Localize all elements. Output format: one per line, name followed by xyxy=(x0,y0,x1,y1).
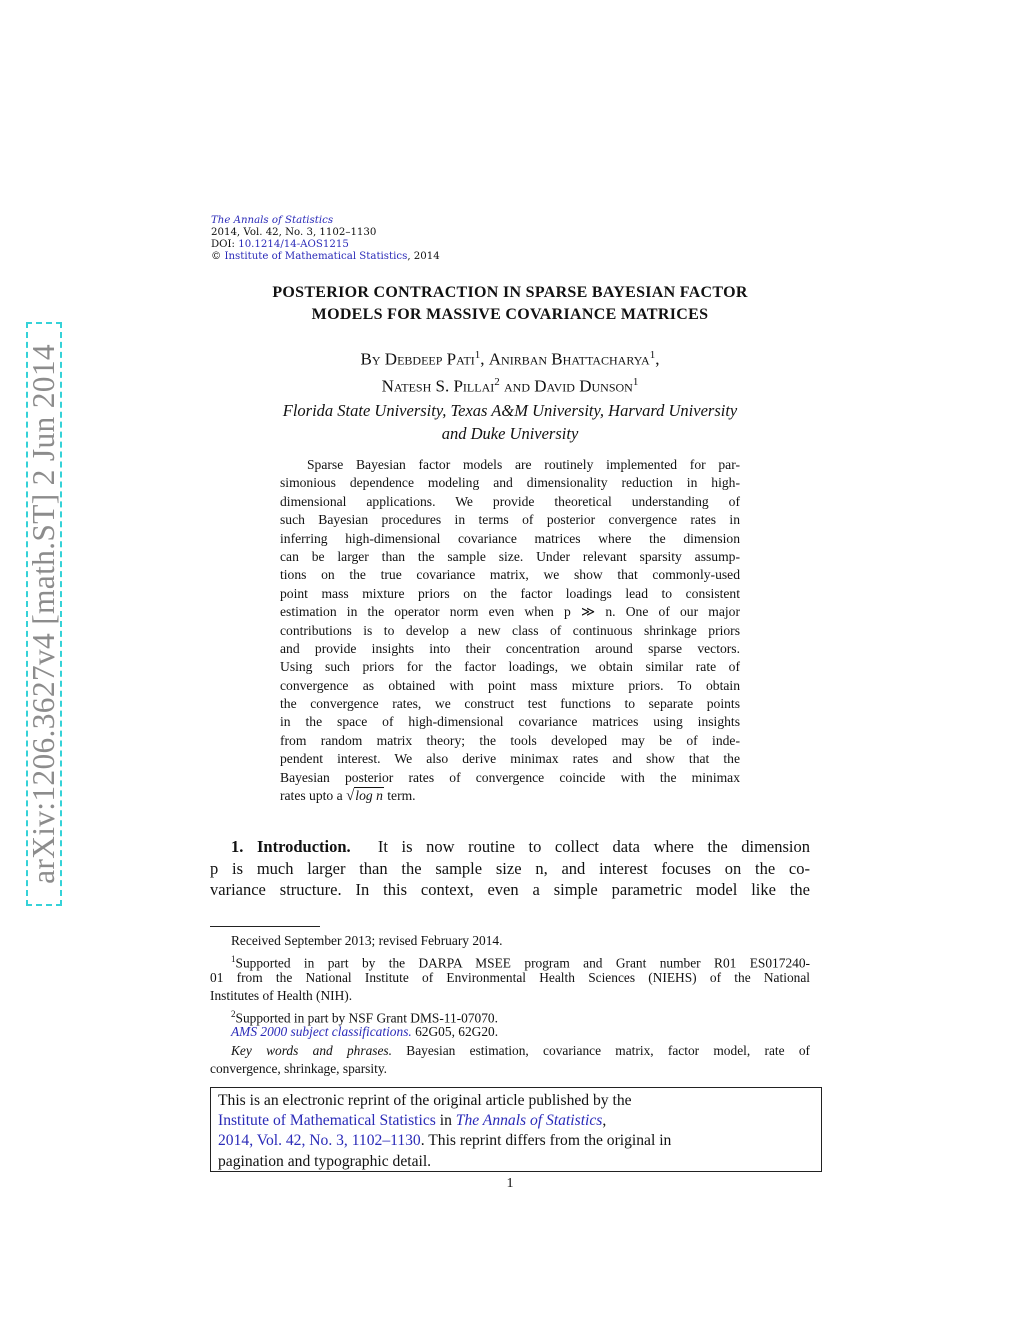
journal-link[interactable]: The Annals of Statistics xyxy=(211,215,334,226)
affiliations xyxy=(210,399,810,445)
abstract-line: Using such priors for the factor loadings, we obtain similar rate of xyxy=(280,659,740,675)
ams-classification xyxy=(210,1023,810,1041)
author-pillai: Natesh S. Pillai xyxy=(381,376,495,396)
abstract xyxy=(280,456,740,805)
abstract-line: the convergence rates, we construct test functions to separate points xyxy=(280,696,740,712)
abstract-line: dimensional applications. We provide theoretical understanding of xyxy=(280,493,740,509)
received-note: Received September 2013; revised February 2014. xyxy=(231,933,503,948)
keywords-text: Bayesian estimation, covariance matrix, factor model, rate of xyxy=(392,1042,810,1058)
abstract-last-suffix: term. xyxy=(383,788,416,804)
reprint-line-3-text: . This reprint differs from the original in xyxy=(420,1132,672,1150)
author-pati-sup: 1 xyxy=(474,349,481,361)
intro-line: variance structure. In this context, even a simple parametric model like the xyxy=(210,880,810,899)
title-line-2: MODELS FOR MASSIVE COVARIANCE MATRICES xyxy=(311,305,709,323)
reprint-notice-box xyxy=(210,1087,822,1172)
sqrt-symbol-icon: √ xyxy=(346,788,355,805)
author-bhattacharya: Anirban Bhattacharya xyxy=(488,349,650,369)
journal-header xyxy=(211,215,440,263)
title-line-1: POSTERIOR CONTRACTION IN SPARSE BAYESIAN FACTOR xyxy=(272,284,748,301)
copyright-year: , 2014 xyxy=(407,251,440,262)
abstract-line: such Bayesian procedures in terms of posterior convergence rates in xyxy=(280,512,740,528)
abstract-line: in the space of high-dimensional covariance matrices using insights xyxy=(280,714,740,730)
reprint-line-2 xyxy=(218,1111,814,1131)
footnote-1-line-1 xyxy=(210,950,810,971)
keywords-line-2: convergence, shrinkage, sparsity. xyxy=(210,1061,387,1077)
abstract-line: point mass mixture priors on the factor loadings lead to consistent xyxy=(280,585,740,601)
author-pati: Debdeep Pati xyxy=(384,349,475,369)
footnote-2-mark: 2 xyxy=(231,1009,236,1020)
paper-title xyxy=(210,282,810,325)
author-dunson: David Dunson xyxy=(534,376,633,396)
affiliation-line-2: and Duke University xyxy=(441,424,579,443)
abstract-line: can be larger than the sample size. Under relevant sparsity assump- xyxy=(280,548,740,564)
reprint-line-4: pagination and typographic detail. xyxy=(218,1152,432,1170)
footnote-1-text: Supported in part by the DARPA MSEE program and Grant number R01 ES017240- xyxy=(235,955,810,971)
intro-line-1-text: It is now routine to collect data where the dimension xyxy=(350,837,810,856)
abstract-line: tions on the true covariance matrix, we show that commonly-used xyxy=(280,567,740,583)
reprint-comma: , xyxy=(602,1112,607,1130)
author-dunson-sup: 1 xyxy=(632,375,639,388)
sqrt-radicand: log n xyxy=(355,788,383,804)
abstract-line: and provide insights into their concentration around sparse vectors. xyxy=(280,640,740,656)
author-separator: , xyxy=(655,349,660,369)
keywords-line-1 xyxy=(210,1042,810,1060)
publisher-link[interactable]: Institute of Mathematical Statistics xyxy=(224,251,408,262)
author-separator: , xyxy=(480,349,489,369)
page-number: 1 xyxy=(506,1176,514,1191)
abstract-line: simonious dependence modeling and dimensionality reduction in high- xyxy=(280,475,740,491)
ams-link[interactable]: AMS 2000 subject classifications. xyxy=(231,1024,412,1040)
arxiv-stamp[interactable]: arXiv:1206.3627v4 [math.ST] 2 Jun 2014 xyxy=(26,344,61,884)
footnote-1-mark: 1 xyxy=(231,954,236,965)
footnote-1-line-3: Institutes of Health (NIH). xyxy=(210,987,353,1003)
abstract-line: Bayesian posterior rates of convergence coincide with the minimax xyxy=(280,769,740,785)
abstract-line: pendent interest. We also derive minimax rates and show that the xyxy=(280,751,740,767)
by-label: By xyxy=(360,349,381,369)
abstract-line: Sparse Bayesian factor models are routinely implemented for par- xyxy=(307,457,740,472)
abstract-last-prefix: rates upto a xyxy=(280,788,347,804)
abstract-line: estimation in the operator norm even when p ≫ n. One of our major xyxy=(280,604,740,620)
affiliation-line-1: Florida State University, Texas A&M University, Harvard University xyxy=(282,401,738,420)
footnotes xyxy=(210,932,810,1078)
abstract-line-last xyxy=(280,787,740,805)
author-pillai-sup: 2 xyxy=(494,375,500,388)
ams-codes: 62G05, 62G20. xyxy=(411,1024,499,1040)
reprint-in: in xyxy=(435,1112,456,1130)
copyright-symbol: © xyxy=(211,251,222,262)
intro-line xyxy=(210,836,810,858)
footnote-1-line-2: 01 from the National Institute of Environmental Health Sciences (NIEHS) of the National xyxy=(210,969,810,985)
author-list xyxy=(210,344,810,397)
and-label: and xyxy=(499,376,535,396)
reprint-line-1: This is an electronic reprint of the original article published by the xyxy=(218,1092,632,1109)
reprint-line-3 xyxy=(218,1131,814,1151)
sqrt-expression xyxy=(346,787,384,805)
keywords-label: Key words and phrases. xyxy=(231,1042,392,1058)
footnote-2 xyxy=(210,1005,810,1026)
abstract-line: contributions is to develop a new class of continuous shrinkage priors xyxy=(280,622,740,638)
reprint-citation-link[interactable]: 2014, Vol. 42, No. 3, 1102–1130 xyxy=(218,1132,421,1150)
abstract-line: from random matrix theory; the tools developed may be of inde- xyxy=(280,732,740,748)
footnote-2-text: Supported in part by NSF Grant DMS-11-07070. xyxy=(235,1010,498,1026)
abstract-line: inferring high-dimensional covariance matrices where the dimension xyxy=(280,530,740,546)
reprint-publisher-link[interactable]: Institute of Mathematical Statistics xyxy=(218,1112,436,1130)
reprint-journal-link[interactable]: The Annals of Statistics xyxy=(455,1112,603,1130)
abstract-line: convergence as obtained with point mass mixture priors. To obtain xyxy=(280,677,740,693)
section-heading: 1. Introduction. xyxy=(231,837,351,856)
volume-line: 2014, Vol. 42, No. 3, 1102–1130 xyxy=(211,227,377,238)
author-bhattacharya-sup: 1 xyxy=(649,349,656,361)
footnote-divider xyxy=(210,926,320,927)
doi-link[interactable]: 10.1214/14-AOS1215 xyxy=(238,239,349,250)
doi-label: DOI: xyxy=(211,239,239,250)
introduction-section xyxy=(210,836,810,901)
intro-line: p is much larger than the sample size n, and interest focuses on the co- xyxy=(210,858,810,878)
